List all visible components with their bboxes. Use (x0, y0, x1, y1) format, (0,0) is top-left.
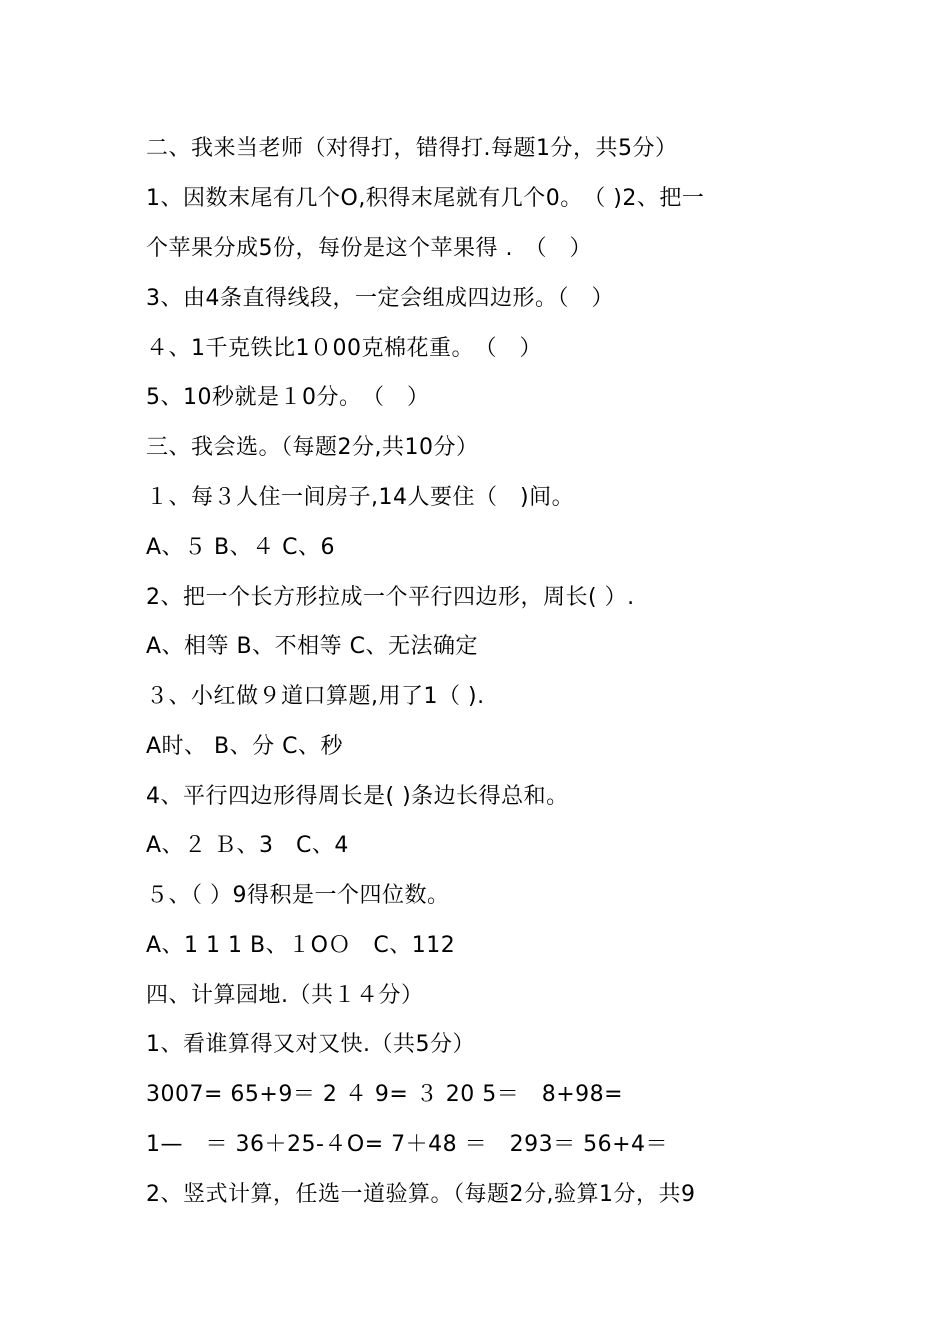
question-line: 1、因数末尾有几个O,积得末尾就有几个0。 （ )2、把一 (146, 186, 705, 211)
calculation-line: 3007= 65+9＝ 2 ４ 9= ３ 20 5＝ 8+98= (146, 1082, 624, 1107)
section-4-heading: 四、计算园地.（共１４分） (146, 983, 424, 1008)
question-line: １、每３人住一间房子,14人要住（ )间。 (146, 485, 575, 510)
options-line: A时、 B、分 C、秒 (146, 734, 343, 759)
options-line: A、５ B、４ C、6 (146, 535, 335, 560)
question-line: 5、10秒就是１0分。 （ ） (146, 385, 430, 410)
section-3-heading: 三、我会选。（每题2分,共10分） (146, 435, 479, 460)
question-line: 3、由4条直得线段，一定会组成四边形。（ ） (146, 286, 614, 311)
question-line: 2、竖式计算，任选一道验算。（每题2分,验算1分，共9 (146, 1182, 696, 1207)
question-line: ５、（ ）9得积是一个四位数。 (146, 883, 450, 908)
question-line: 4、平行四边形得周长是( )条边长得总和。 (146, 784, 569, 809)
options-line: A、２ Ｂ、3 C、4 (146, 833, 349, 858)
question-line: 个苹果分成5份，每份是这个苹果得 . （ ） (146, 236, 592, 261)
question-line: ４、1千克铁比1０00克棉花重。 （ ） (146, 336, 542, 361)
options-line: A、相等 B、不相等 C、无法确定 (146, 634, 478, 659)
calculation-line: 1— ＝ 36＋25-４O= 7＋48 ＝ 293＝ 56+4＝ (146, 1132, 669, 1157)
question-line: 1、看谁算得又对又快.（共5分） (146, 1032, 475, 1057)
question-line: ３、小红做９道口算题,用了1（ ). (146, 684, 485, 709)
options-line: A、1 1 1 B、１OＯ C、112 (146, 933, 456, 958)
section-2-heading: 二、我来当老师（对得打，错得打.每题1分，共5分） (146, 136, 678, 161)
question-line: 2、把一个长方形拉成一个平行四边形，周长( ）. (146, 585, 635, 610)
